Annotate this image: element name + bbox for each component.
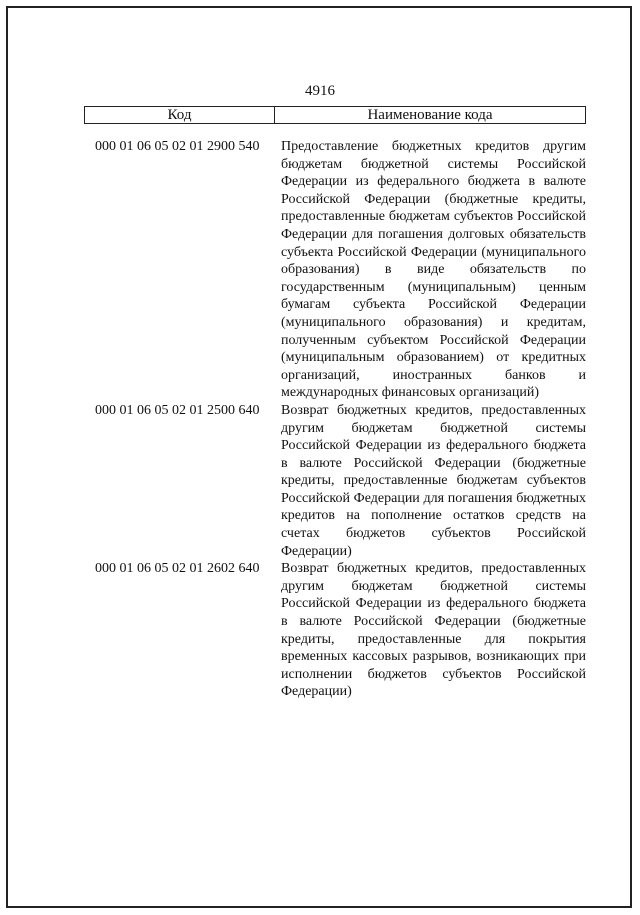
header-code: Код bbox=[85, 107, 275, 123]
code-entries bbox=[95, 138, 587, 701]
table-row bbox=[95, 560, 587, 701]
page-number: 4916 bbox=[305, 83, 335, 99]
header-name: Наименование кода bbox=[367, 107, 493, 123]
row-code: 000 01 06 05 02 01 2602 640 bbox=[95, 561, 260, 577]
row-name: Возврат бюджетных кредитов, предоставленных другим бюджетам бюджетной системы Российской Федерации из федерального бюджета в валюте Российской Федерации (бюджетные кредиты, предоставленные бюджетам субъектов Российской Федерации для погашения бюджетных кредитов на пополнение остатков средств на счетах бюджетов субъектов Российской Федерации) bbox=[281, 402, 586, 559]
table-row bbox=[95, 138, 587, 402]
row-name: Возврат бюджетных кредитов, предоставленных другим бюджетам бюджетной системы Российской Федерации из федерального бюджета в валюте Российской Федерации (бюджетные кредиты, предоставленные для покрытия временных кассовых разрывов, возникающих при исполнении бюджетов субъектов Российской Федерации) bbox=[281, 561, 586, 700]
row-code: 000 01 06 05 02 01 2500 640 bbox=[95, 402, 260, 418]
row-name: Предоставление бюджетных кредитов другим бюджетам бюджетной системы Российской Федерации из федерального бюджета в валюте Российской Федерации (бюджетные кредиты, предоставленные бюджетам субъектов Российской Федерации для погашения долговых обязательств субъекта Российской Федерации (муниципального образования) в виде обязательств по государственным (муниципальным) ценным бумагам субъекта Российской Федерации (муниципального образования) и кредитам, полученным субъектом Российской Федерации (муниципальным образованием) от кредитных организаций, иностранных банков и международных финансовых организаций) bbox=[281, 139, 586, 401]
row-code: 000 01 06 05 02 01 2900 540 bbox=[95, 139, 260, 154]
table-row bbox=[95, 402, 587, 560]
table-header bbox=[84, 106, 586, 124]
